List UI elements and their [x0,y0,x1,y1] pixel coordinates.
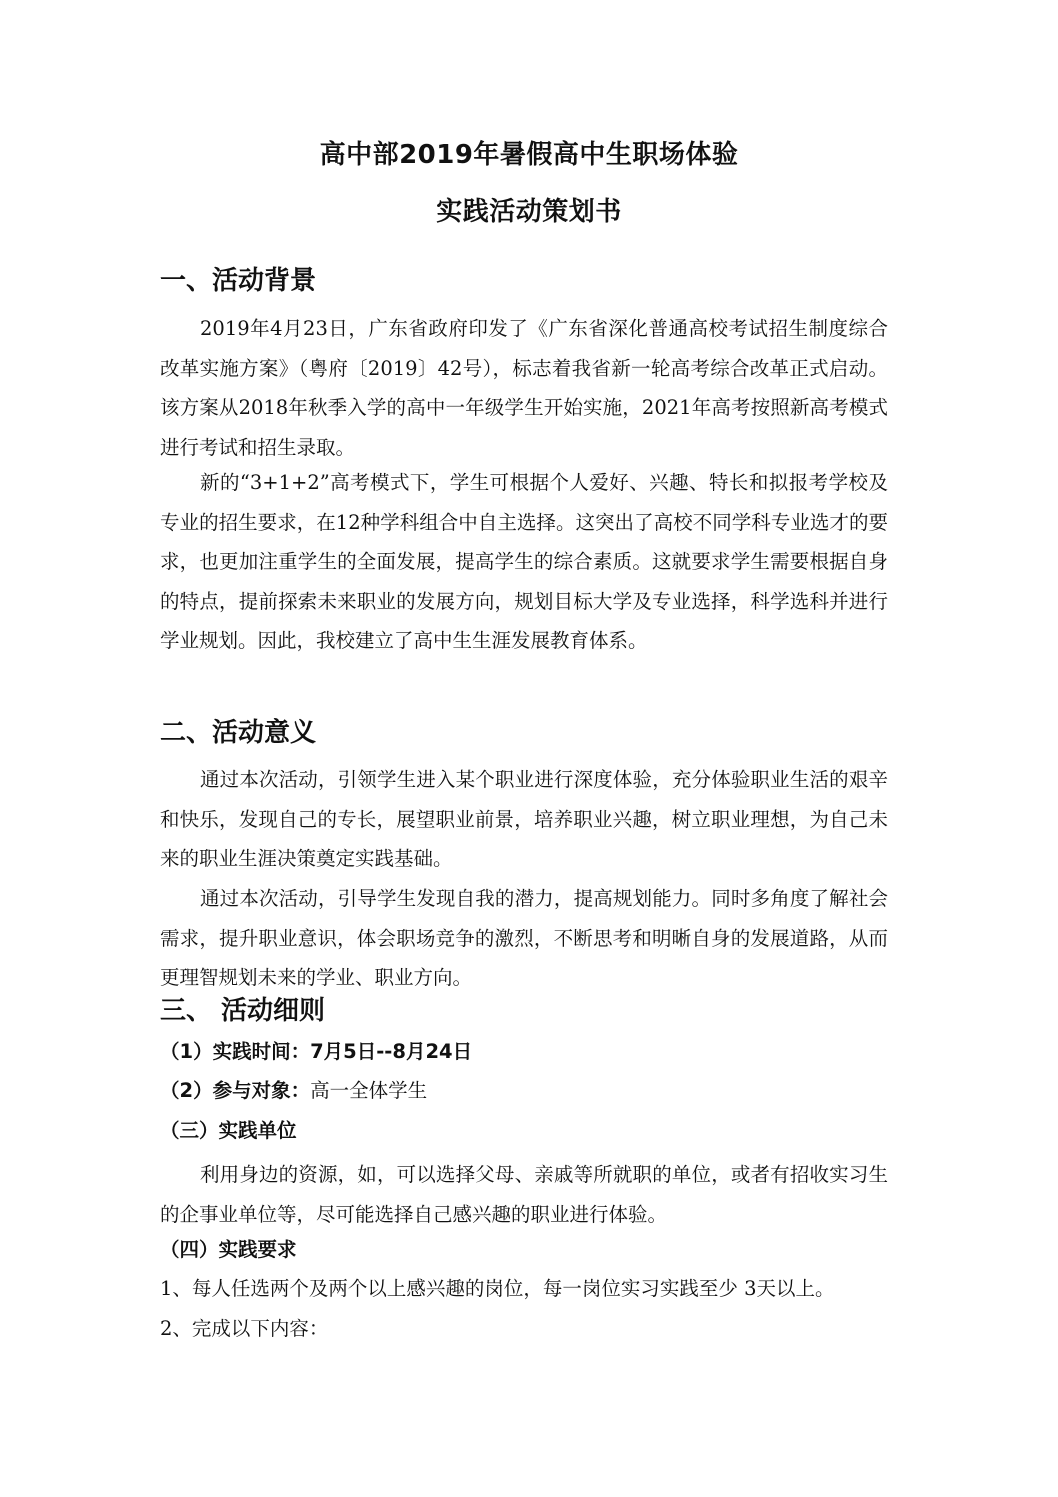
document-title-line2: 实践活动策划书 [436,197,622,227]
section-heading-background: 一、活动背景 [160,266,317,296]
background-paragraph-2: 新的“3+1+2”高考模式下，学生可根据个人爱好、兴趣、特长和拟报考学校及专业的招生要求，在12种学科组合中自主选择。这突出了高校不同学科专业选才的要求，也更加注重学生的全面发展，提高学生的综合素质。这就要求学生需要根据自身的特点，提前探索未来职业的发展方向，规划目标大学及专业选择，科学选科并进行学业规划。因此，我校建立了高中生生涯发展教育体系。 [160,471,888,653]
practice-unit-paragraph: 利用身边的资源，如，可以选择父母、亲戚等所就职的单位，或者有招收实习生的企事业单位等，尽可能选择自己感兴趣的职业进行体验。 [160,1163,888,1226]
participants-value: 高一全体学生 [310,1079,428,1102]
background-paragraph-1: 2019年4月23日，广东省政府印发了《广东省深化普通高校考试招生制度综合改革实施方案》（粤府〔2019〕42号），标志着我省新一轮高考综合改革正式启动。该方案从2018年秋季入学的高中一年级学生开始实施，2021年高考按照新高考模式进行考试和招生录取。 [160,317,888,459]
participants-item [160,1076,427,1106]
practice-time-item: （1）实践时间：7月5日--8月24日 [160,1040,473,1063]
requirement-item-2: 2、完成以下内容： [160,1317,329,1340]
section-heading-rules: 三、 活动细则 [160,996,326,1026]
significance-paragraph-1: 通过本次活动，引领学生进入某个职业进行深度体验，充分体验职业生活的艰辛和快乐，发现自己的专长，展望职业前景，培养职业兴趣，树立职业理想，为自己未来的职业生涯决策奠定实践基础。 [160,768,888,871]
participants-label: （2）参与对象： [160,1079,311,1102]
practice-unit-heading: （三）实践单位 [160,1119,297,1142]
requirement-item-1: 1、每人任选两个及两个以上感兴趣的岗位，每一岗位实习实践至少 3天以上。 [160,1277,835,1300]
practice-requirements-heading: （四）实践要求 [160,1238,297,1261]
significance-paragraph-2: 通过本次活动，引导学生发现自我的潜力，提高规划能力。同时多角度了解社会需求，提升职业意识，体会职场竞争的激烈，不断思考和明晰自身的发展道路，从而更理智规划未来的学业、职业方向。 [160,887,888,990]
document-title-line1: 高中部2019年暑假高中生职场体验 [319,140,739,170]
section-heading-significance: 二、活动意义 [160,718,317,748]
